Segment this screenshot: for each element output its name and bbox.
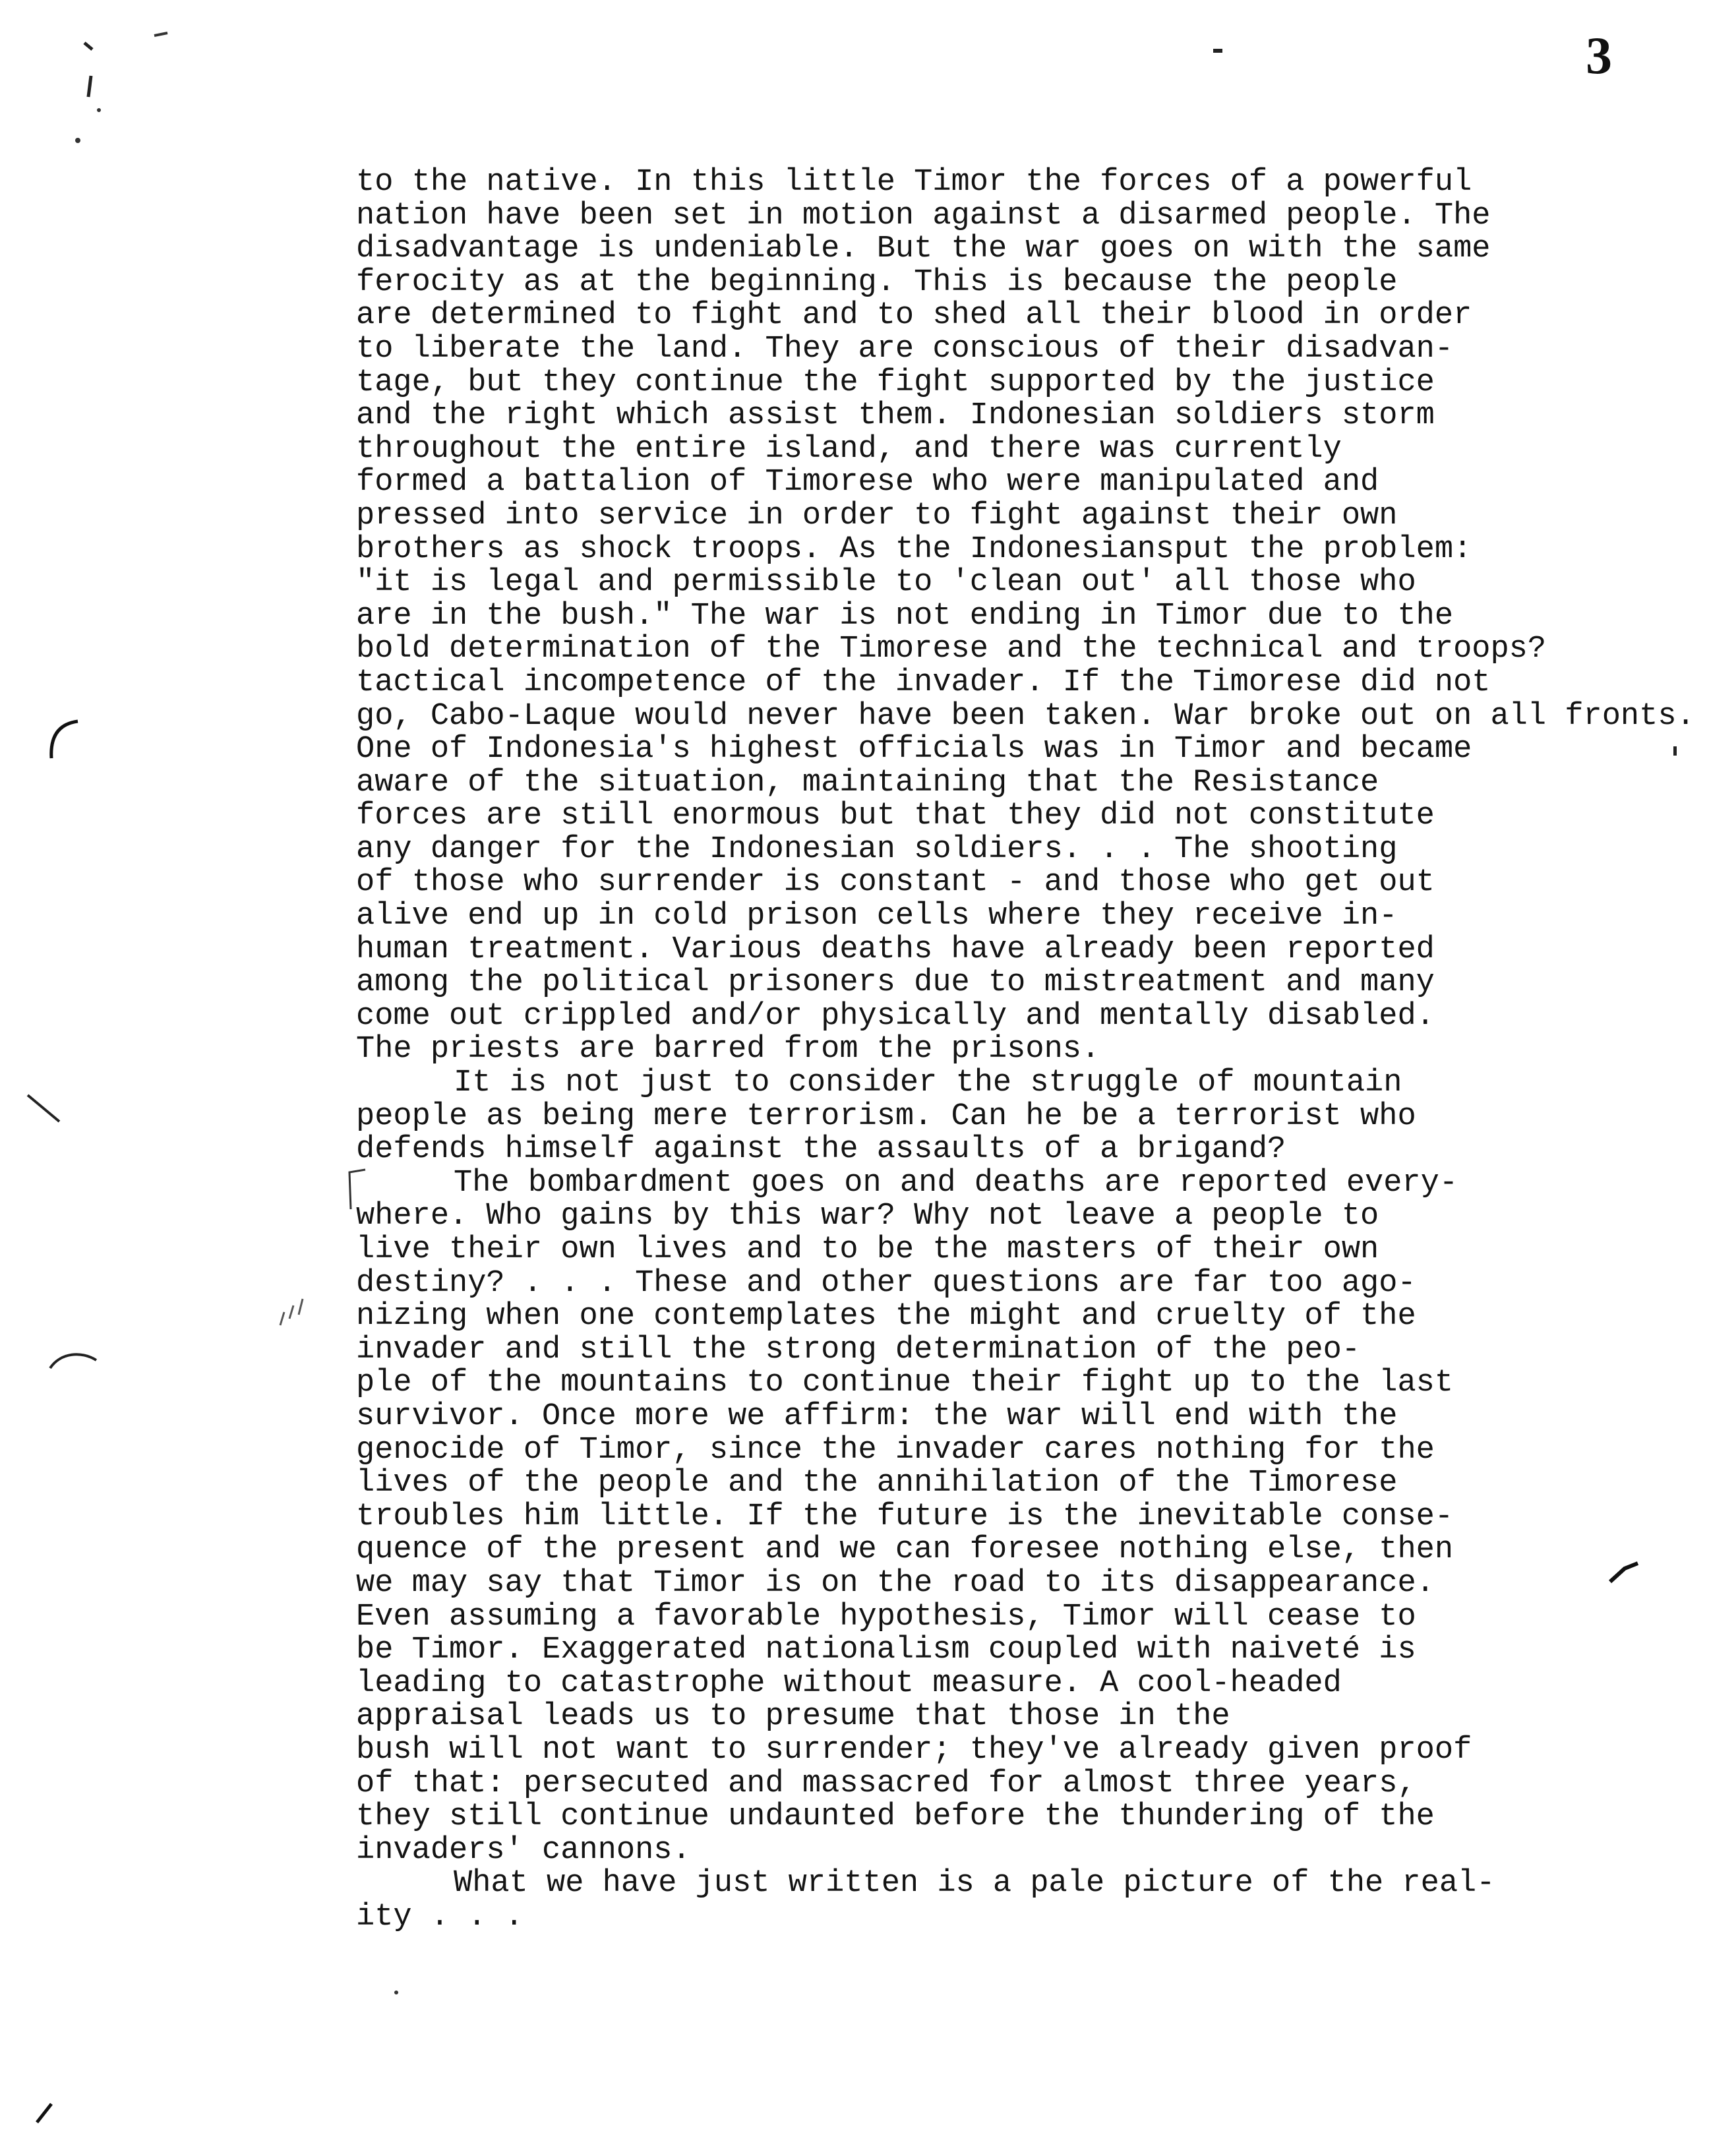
text-line: nation have been set in motion against a disarmed people. The <box>356 198 1491 233</box>
text-line: survivor. Once more we affirm: the war will end with the <box>356 1398 1398 1434</box>
text-line: What we have just written is a pale picture of the real- <box>454 1866 1495 1901</box>
text-line: nizing when one contemplates the might and cruelty of the <box>356 1299 1416 1334</box>
text-line: and the right which assist them. Indonesian soldiers storm <box>356 398 1435 434</box>
text-line: The bombardment goes on and deaths are reported every- <box>454 1165 1458 1201</box>
text-line: ple of the mountains to continue their fight up to the last <box>356 1365 1454 1401</box>
text-line: be Timor. Exaggerated nationalism coupled with naiveté is <box>356 1632 1416 1668</box>
text-line: invader and still the strong determination of the peo- <box>356 1332 1361 1367</box>
text-line: ferocity as at the beginning. This is because the people <box>356 264 1398 300</box>
text-line: are determined to fight and to shed all their blood in order <box>356 298 1472 334</box>
text-line: disadvantage is undeniable. But the war goes on with the same <box>356 231 1491 267</box>
scan-speck-bottom <box>392 1989 400 1996</box>
margin-slash-mark <box>25 1091 65 1131</box>
text-line: throughout the entire island, and there was currently <box>356 431 1342 467</box>
text-line: tactical incompetence of the invader. If the Timorese did not <box>356 665 1491 700</box>
text-line: bold determination of the Timorese and the technical and troops? <box>356 632 1547 667</box>
text-line: people as being mere terrorism. Can he be a terrorist who <box>356 1098 1416 1134</box>
text-line: It is not just to consider the struggle of mountain <box>454 1065 1402 1101</box>
text-line: we may say that Timor is on the road to its disappearance. <box>356 1565 1435 1601</box>
text-line: pressed into service in order to fight against their own <box>356 498 1398 533</box>
text-line: of that: persecuted and massacred for almost three years, <box>356 1766 1416 1801</box>
margin-arc-mark <box>47 1348 100 1375</box>
text-line: troubles him little. If the future is the inevitable conse- <box>356 1499 1454 1534</box>
text-line: aware of the situation, maintaining that the Resistance <box>356 765 1379 800</box>
text-line: alive end up in cold prison cells where they receive in- <box>356 899 1398 934</box>
text-line: ity . . . <box>356 1899 524 1934</box>
text-line: defends himself against the assaults of a brigand? <box>356 1132 1286 1168</box>
scan-speck-top-left <box>73 36 112 148</box>
text-line: invaders' cannons. <box>356 1832 691 1868</box>
text-line: to the native. In this little Timor the forces of a powerful <box>356 165 1472 200</box>
text-line: The priests are barred from the prisons. <box>356 1032 1100 1067</box>
text-line: leading to catastrophe without measure. A cool-headed <box>356 1665 1342 1701</box>
text-line: brothers as shock troops. As the Indonesiansput the problem: <box>356 531 1472 567</box>
text-line: destiny? . . . These and other questions are far too ago- <box>356 1265 1416 1301</box>
text-line: to liberate the land. They are conscious of their disadvan- <box>356 331 1454 367</box>
text-line: come out crippled and/or physically and mentally disabled. <box>356 998 1435 1034</box>
page-number: 3 <box>1586 27 1612 85</box>
text-line: live their own lives and to be the masters of their own <box>356 1232 1379 1267</box>
margin-scribble-mark <box>274 1292 313 1338</box>
paragraph <box>356 1867 1701 1934</box>
text-line: formed a battalion of Timorese who were manipulated and <box>356 465 1379 500</box>
text-line: forces are still enormous but that they did not constitute <box>356 798 1435 834</box>
text-line: are in the bush." The war is not ending in Timor due to the <box>356 598 1454 634</box>
text-line: human treatment. Various deaths have already been reported <box>356 932 1435 967</box>
text-line: among the political prisoners due to mistreatment and many <box>356 965 1435 1001</box>
margin-bracket-mark <box>45 717 84 764</box>
text-line: any danger for the Indonesian soldiers. . . The shooting <box>356 831 1398 867</box>
text-line: they still continue undaunted before the thundering of the <box>356 1799 1435 1835</box>
paragraph <box>356 1067 1701 1167</box>
typescript-body <box>356 166 1701 1934</box>
margin-stroke-bottom <box>32 2100 58 2126</box>
text-line: One of Indonesia's highest officials was in Timor and became <box>356 732 1472 767</box>
text-line: tage, but they continue the fight supported by the justice <box>356 365 1435 400</box>
text-line: genocide of Timor, since the invader cares nothing for the <box>356 1432 1435 1468</box>
text-line: lives of the people and the annihilation of the Timorese <box>356 1466 1398 1501</box>
paragraph <box>356 166 1701 1067</box>
paragraph <box>356 1167 1701 1867</box>
text-line: quence of the present and we can foresee nothing else, then <box>356 1532 1454 1568</box>
text-line: appraisal leads us to presume that those in the <box>356 1699 1230 1735</box>
text-line: Even assuming a favorable hypothesis, Timor will cease to <box>356 1599 1416 1634</box>
text-line: bush will not want to surrender; they've already given proof <box>356 1732 1472 1768</box>
text-line: of those who surrender is constant - and those who get out <box>356 865 1435 901</box>
text-line: "it is legal and permissible to 'clean out' all those who <box>356 565 1416 601</box>
text-line: where. Who gains by this war? Why not leave a people to <box>356 1199 1379 1234</box>
text-line: go, Cabo-Laque would never have been taken. War broke out on all fronts. <box>356 698 1695 734</box>
scan-speck-header <box>1212 46 1232 55</box>
scan-speck-top <box>153 29 173 42</box>
